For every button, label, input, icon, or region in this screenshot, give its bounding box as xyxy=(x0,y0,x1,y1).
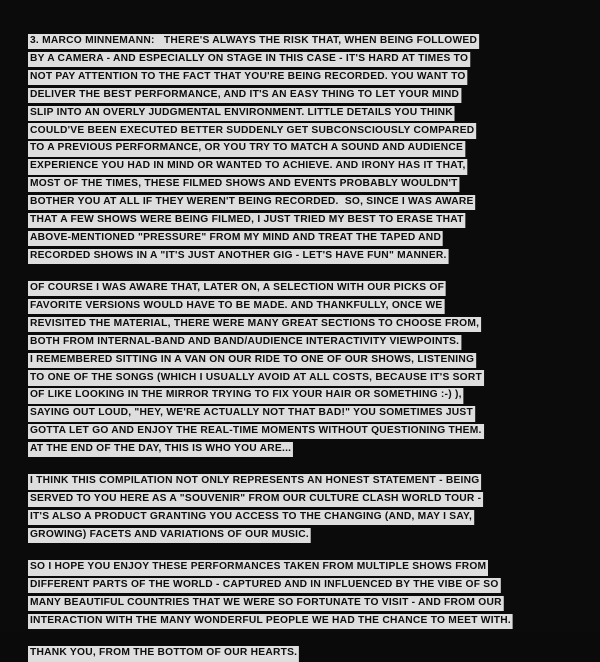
text-line: INTERACTION WITH THE MANY WONDERFUL PEOPLE WE HAD THE CHANCE TO MEET WITH. xyxy=(28,614,513,629)
text-line: DIFFERENT PARTS OF THE WORLD - CAPTURED AND IN INFLUENCED BY THE VIBE OF SO xyxy=(28,578,501,593)
text-line: ABOVE-MENTIONED "PRESSURE" FROM MY MIND AND TREAT THE TAPED AND xyxy=(28,231,443,246)
text-line: THANK YOU, FROM THE BOTTOM OF OUR HEARTS. xyxy=(28,646,299,661)
text-line: BY A CAMERA - AND ESPECIALLY ON STAGE IN THIS CASE - IT'S HARD AT TIMES TO xyxy=(28,52,470,67)
text-line: 3. MARCO MINNEMANN: THERE'S ALWAYS THE RISK THAT, WHEN BEING FOLLOWED xyxy=(28,34,479,49)
text-line: TO A PREVIOUS PERFORMANCE, OR YOU TRY TO MATCH A SOUND AND AUDIENCE xyxy=(28,141,465,156)
paragraph-1 xyxy=(28,34,574,264)
text-line: NOT PAY ATTENTION TO THE FACT THAT YOU'RE BEING RECORDED. YOU WANT TO xyxy=(28,70,468,85)
text-line: EXPERIENCE YOU HAD IN MIND OR WANTED TO ACHIEVE. AND IRONY HAS IT THAT, xyxy=(28,159,468,174)
text-line: FAVORITE VERSIONS WOULD HAVE TO BE MADE. AND THANKFULLY, ONCE WE xyxy=(28,299,444,314)
text-line: OF LIKE LOOKING IN THE MIRROR TRYING TO FIX YOUR HAIR OR SOMETHING :-) ), xyxy=(28,388,464,403)
paragraph-4 xyxy=(28,560,574,629)
text-line: GROWING) FACETS AND VARIATIONS OF OUR MUSIC. xyxy=(28,528,311,543)
paragraph-5 xyxy=(28,646,574,661)
text-line: OF COURSE I WAS AWARE THAT, LATER ON, A SELECTION WITH OUR PICKS OF xyxy=(28,281,446,296)
text-line: SO I HOPE YOU ENJOY THESE PERFORMANCES TAKEN FROM MULTIPLE SHOWS FROM xyxy=(28,560,488,575)
text-line: DELIVER THE BEST PERFORMANCE, AND IT'S AN EASY THING TO LET YOUR MIND xyxy=(28,88,461,103)
text-line: GOTTA LET GO AND ENJOY THE REAL-TIME MOMENTS WITHOUT QUESTIONING THEM. xyxy=(28,424,484,439)
text-line: SERVED TO YOU HERE AS A "SOUVENIR" FROM OUR CULTURE CLASH WORLD TOUR - xyxy=(28,492,483,507)
text-line: MOST OF THE TIMES, THESE FILMED SHOWS AND EVENTS PROBABLY WOULDN'T xyxy=(28,177,460,192)
text-line: BOTH FROM INTERNAL-BAND AND BAND/AUDIENCE INTERACTIVITY VIEWPOINTS. xyxy=(28,335,461,350)
paragraph-3 xyxy=(28,474,574,543)
text-line: I THINK THIS COMPILATION NOT ONLY REPRESENTS AN HONEST STATEMENT - BEING xyxy=(28,474,481,489)
text-line: RECORDED SHOWS IN A "IT'S JUST ANOTHER GIG - LET'S HAVE FUN" MANNER. xyxy=(28,249,449,264)
text-line: IT'S ALSO A PRODUCT GRANTING YOU ACCESS TO THE CHANGING (AND, MAY I SAY, xyxy=(28,510,474,525)
text-line: REVISITED THE MATERIAL, THERE WERE MANY GREAT SECTIONS TO CHOOSE FROM, xyxy=(28,317,481,332)
text-line: I REMEMBERED SITTING IN A VAN ON OUR RIDE TO ONE OF OUR SHOWS, LISTENING xyxy=(28,353,476,368)
text-line: TO ONE OF THE SONGS (WHICH I USUALLY AVOID AT ALL COSTS, BECAUSE IT'S SORT xyxy=(28,370,484,385)
text-line: THAT A FEW SHOWS WERE BEING FILMED, I JUST TRIED MY BEST TO ERASE THAT xyxy=(28,213,466,228)
text-line: SAYING OUT LOUD, "HEY, WE'RE ACTUALLY NOT THAT BAD!" YOU SOMETIMES JUST xyxy=(28,406,475,421)
text-line: COULD'VE BEEN EXECUTED BETTER SUDDENLY GET SUBCONSCIOUSLY COMPARED xyxy=(28,123,476,138)
text-line: BOTHER YOU AT ALL IF THEY WEREN'T BEING RECORDED. SO, SINCE I WAS AWARE xyxy=(28,195,476,210)
text-line: MANY BEAUTIFUL COUNTRIES THAT WE WERE SO FORTUNATE TO VISIT - AND FROM OUR xyxy=(28,596,504,611)
text-line: SLIP INTO AN OVERLY JUDGMENTAL ENVIRONMENT. LITTLE DETAILS YOU THINK xyxy=(28,106,455,121)
paragraph-2 xyxy=(28,281,574,457)
text-line: AT THE END OF THE DAY, THIS IS WHO YOU ARE... xyxy=(28,442,293,457)
